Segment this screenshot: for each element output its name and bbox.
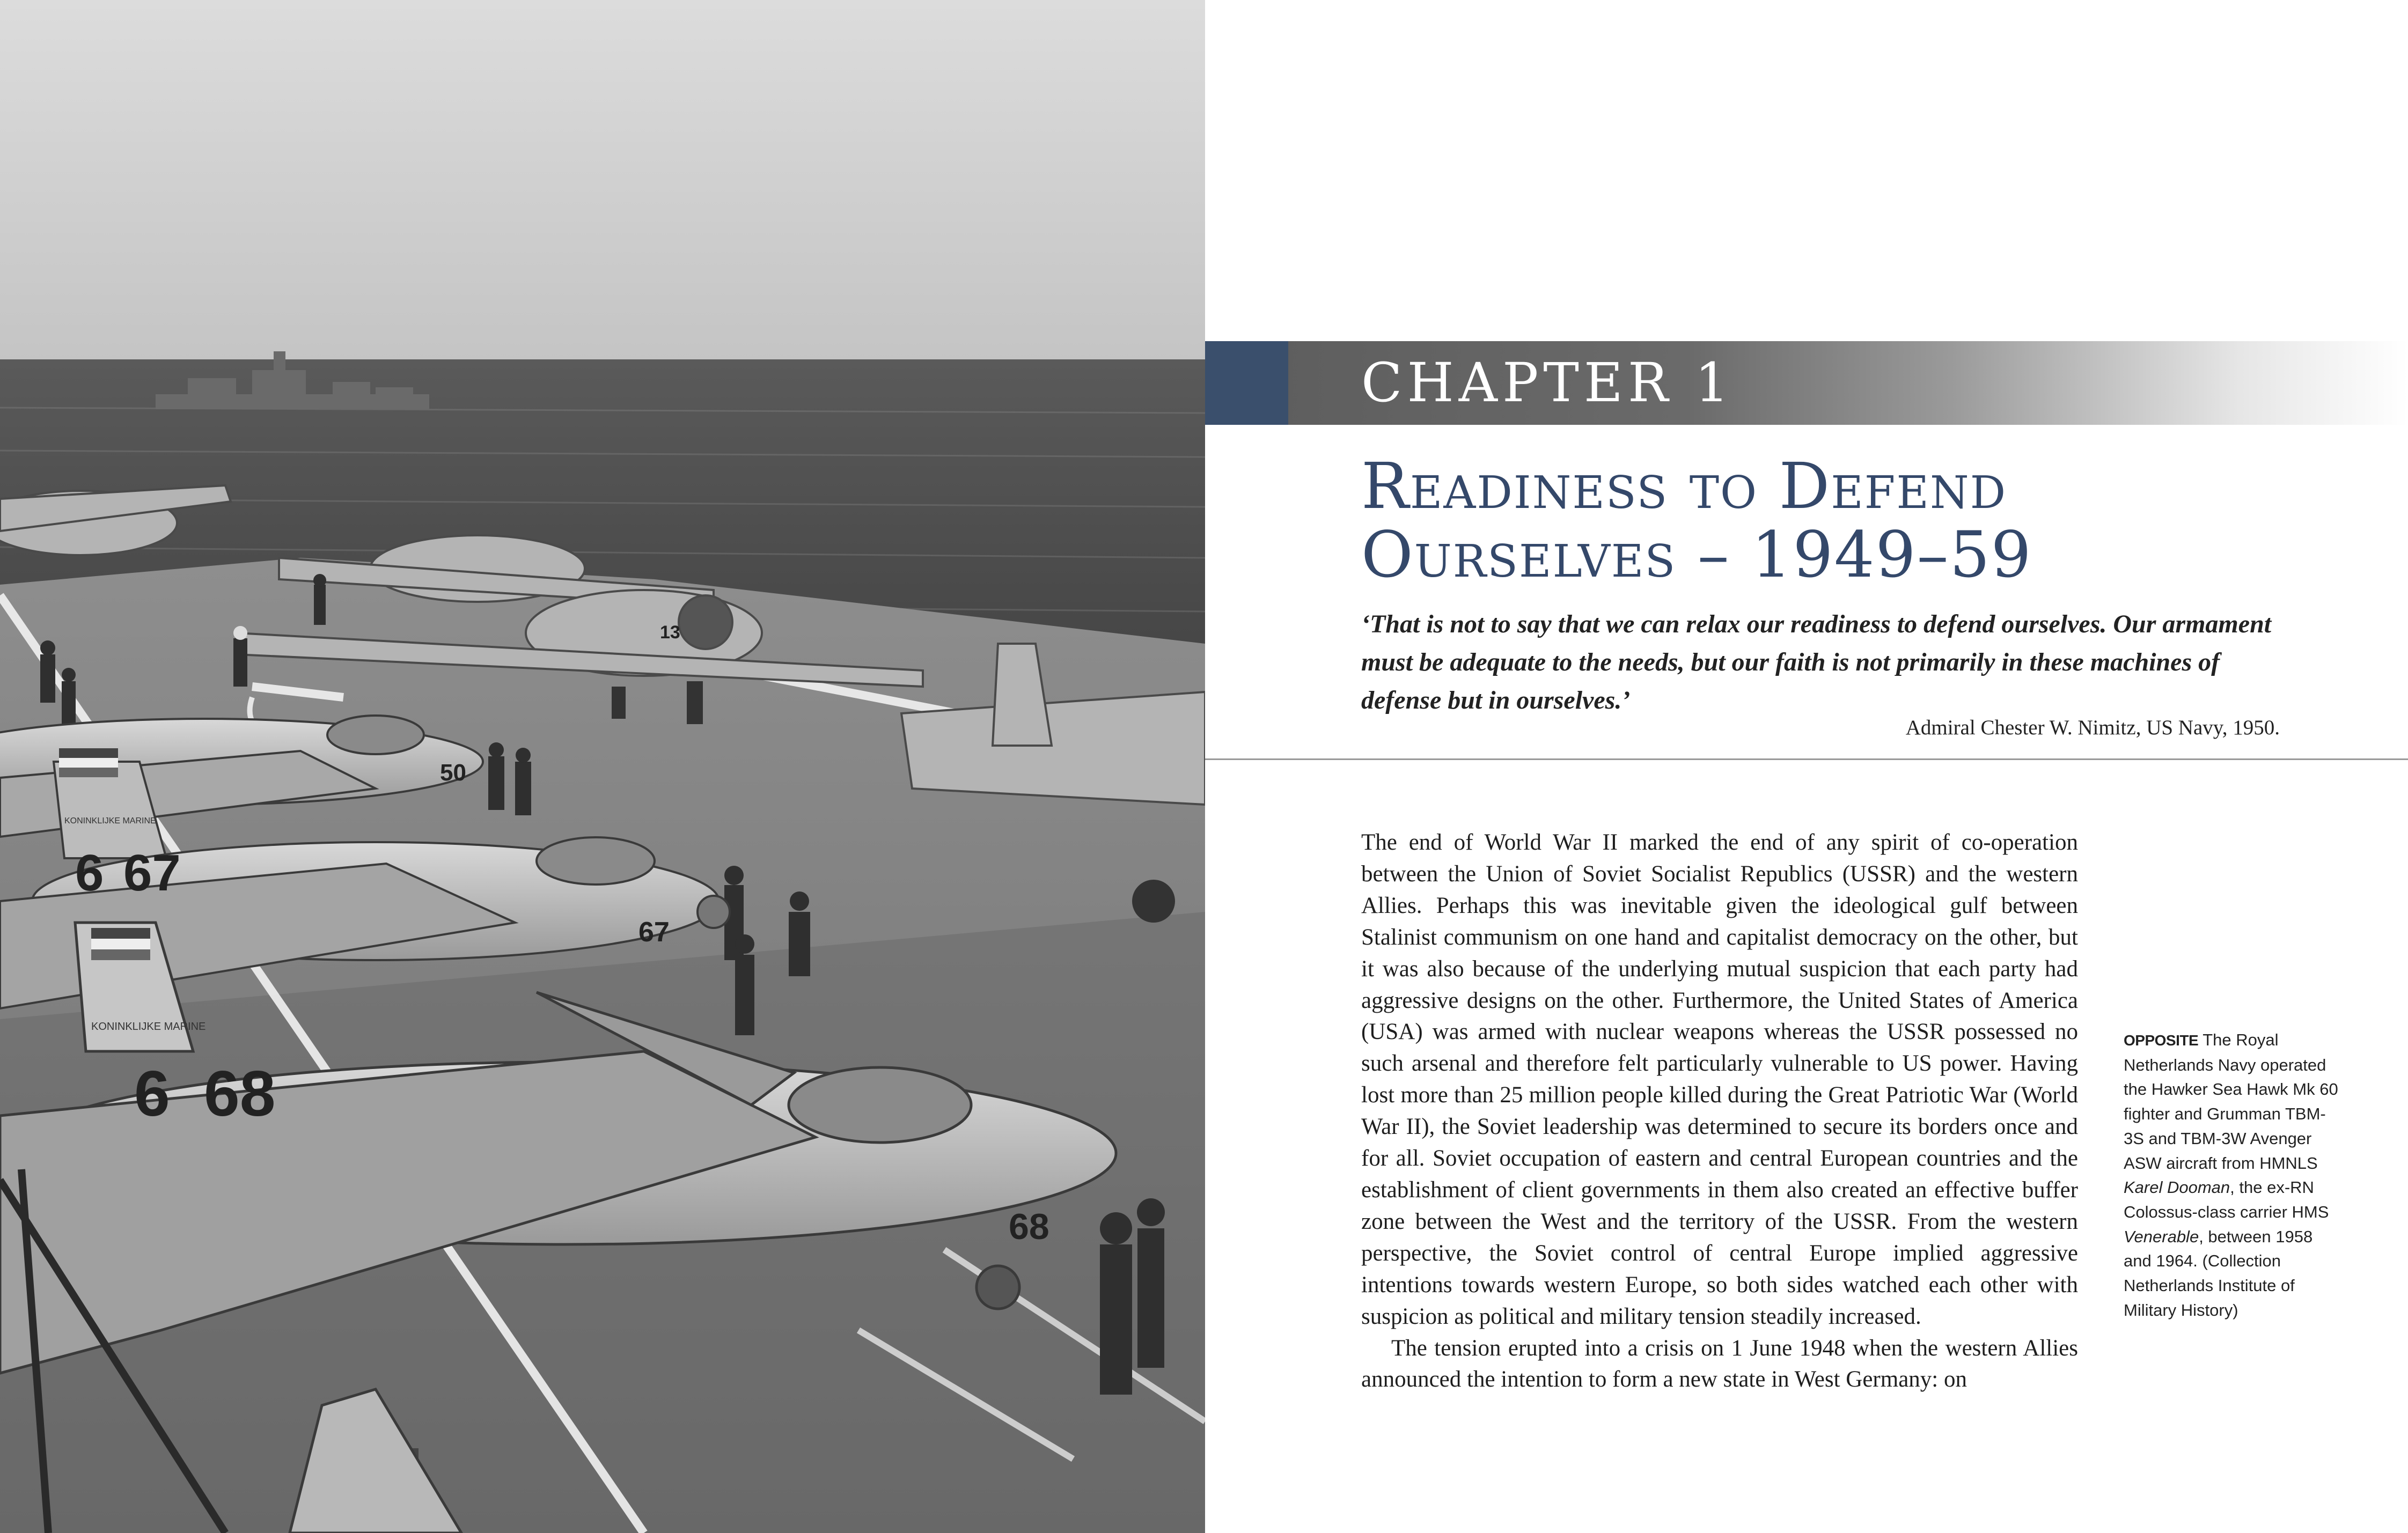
section-divider bbox=[1205, 758, 2408, 760]
body-paragraph-1: The end of World War II marked the end of any spirit of co-operation between the Union of Soviet Socialist Republics (USSR) and the western Allies. Perhaps this was inevitable given the ideological gulf between Stalinist communism on one hand and capitalist democracy on the other, but it was also because of the underlying mutual suspicion that each party had aggressive designs on the other. Furthermore, the United States of America (USA) was armed with nuclear weapons whereas the USSR possessed no such arsenal and therefore felt particularly vulnerable to US power. Having lost more than 25 million people killed during the Great Patriotic War (World War II), the Soviet leadership was determined to secure its borders once and for all. Soviet occupation of eastern and central European countries and the establishment of client governments in them also created an effective buffer zone between the West and the territory of the USSR. From the western perspective, the Soviet control of central Europe implied aggressive intentions towards western Europe, so both sides watched each other with suspicion as political and military tension steadily increased. bbox=[1361, 830, 2078, 1329]
epigraph-attribution: Admiral Chester W. Nimitz, US Navy, 1950. bbox=[1905, 716, 2280, 739]
body-text bbox=[1361, 827, 2078, 1396]
tail-number-67-nose: 67 bbox=[638, 917, 670, 948]
chapter-title-line-1: Readiness to Defend bbox=[1361, 449, 2007, 523]
sky bbox=[0, 0, 1205, 365]
tail-number-67-tail: 67 bbox=[123, 844, 181, 902]
chapter-title-line-2: Ourselves – 1949–59 bbox=[1361, 518, 2032, 592]
tail-number-13: 13 bbox=[660, 622, 680, 643]
tail-number-50: 50 bbox=[440, 760, 466, 786]
photo-caption bbox=[2124, 1028, 2338, 1322]
fuselage-marking-1: KONINKLIJKE MARINE bbox=[64, 816, 156, 826]
body-paragraph-2: The tension erupted into a crisis on 1 June 1948 when the western Allies announced the intention to form a new state in West Germany: on bbox=[1361, 1335, 2078, 1392]
chapter-band-accent bbox=[1205, 341, 1288, 425]
caption-ship-name: Karel Dooman bbox=[2124, 1178, 2230, 1197]
caption-carrier-name: Venerable bbox=[2124, 1227, 2199, 1246]
fuselage-marking-2: KONINKLIJKE MARINE bbox=[91, 1021, 206, 1033]
epigraph-quote: ‘That is not to say that we can relax our readiness to defend ourselves. Our armament must be adequate to the needs, but our faith is not primarily in these machines of defense but in ourselves.’ bbox=[1361, 610, 2272, 714]
tail-number-6a: 6 bbox=[75, 844, 104, 902]
caption-lead: OPPOSITE bbox=[2124, 1032, 2199, 1049]
tail-number-68-tail: 68 bbox=[204, 1058, 276, 1130]
caption-text-3: , between 1958 and 1964. (Collection Netherlands Institute of Military History) bbox=[2124, 1227, 2313, 1320]
caption-text-1: The Royal Netherlands Navy operated the Hawker Sea Hawk Mk 60 fighter and Grumman TBM-3S and TBM-3W Avenger ASW aircraft from HMNLS bbox=[2124, 1030, 2338, 1173]
caption-text-2: , the ex-RN Colossus-class carrier HMS bbox=[2124, 1178, 2329, 1221]
tail-number-6b: 6 bbox=[134, 1058, 170, 1130]
chapter-title bbox=[1361, 449, 2327, 592]
chapter-label: CHAPTER 1 bbox=[1361, 351, 1734, 414]
tail-number-68-nose: 68 bbox=[1009, 1206, 1049, 1247]
